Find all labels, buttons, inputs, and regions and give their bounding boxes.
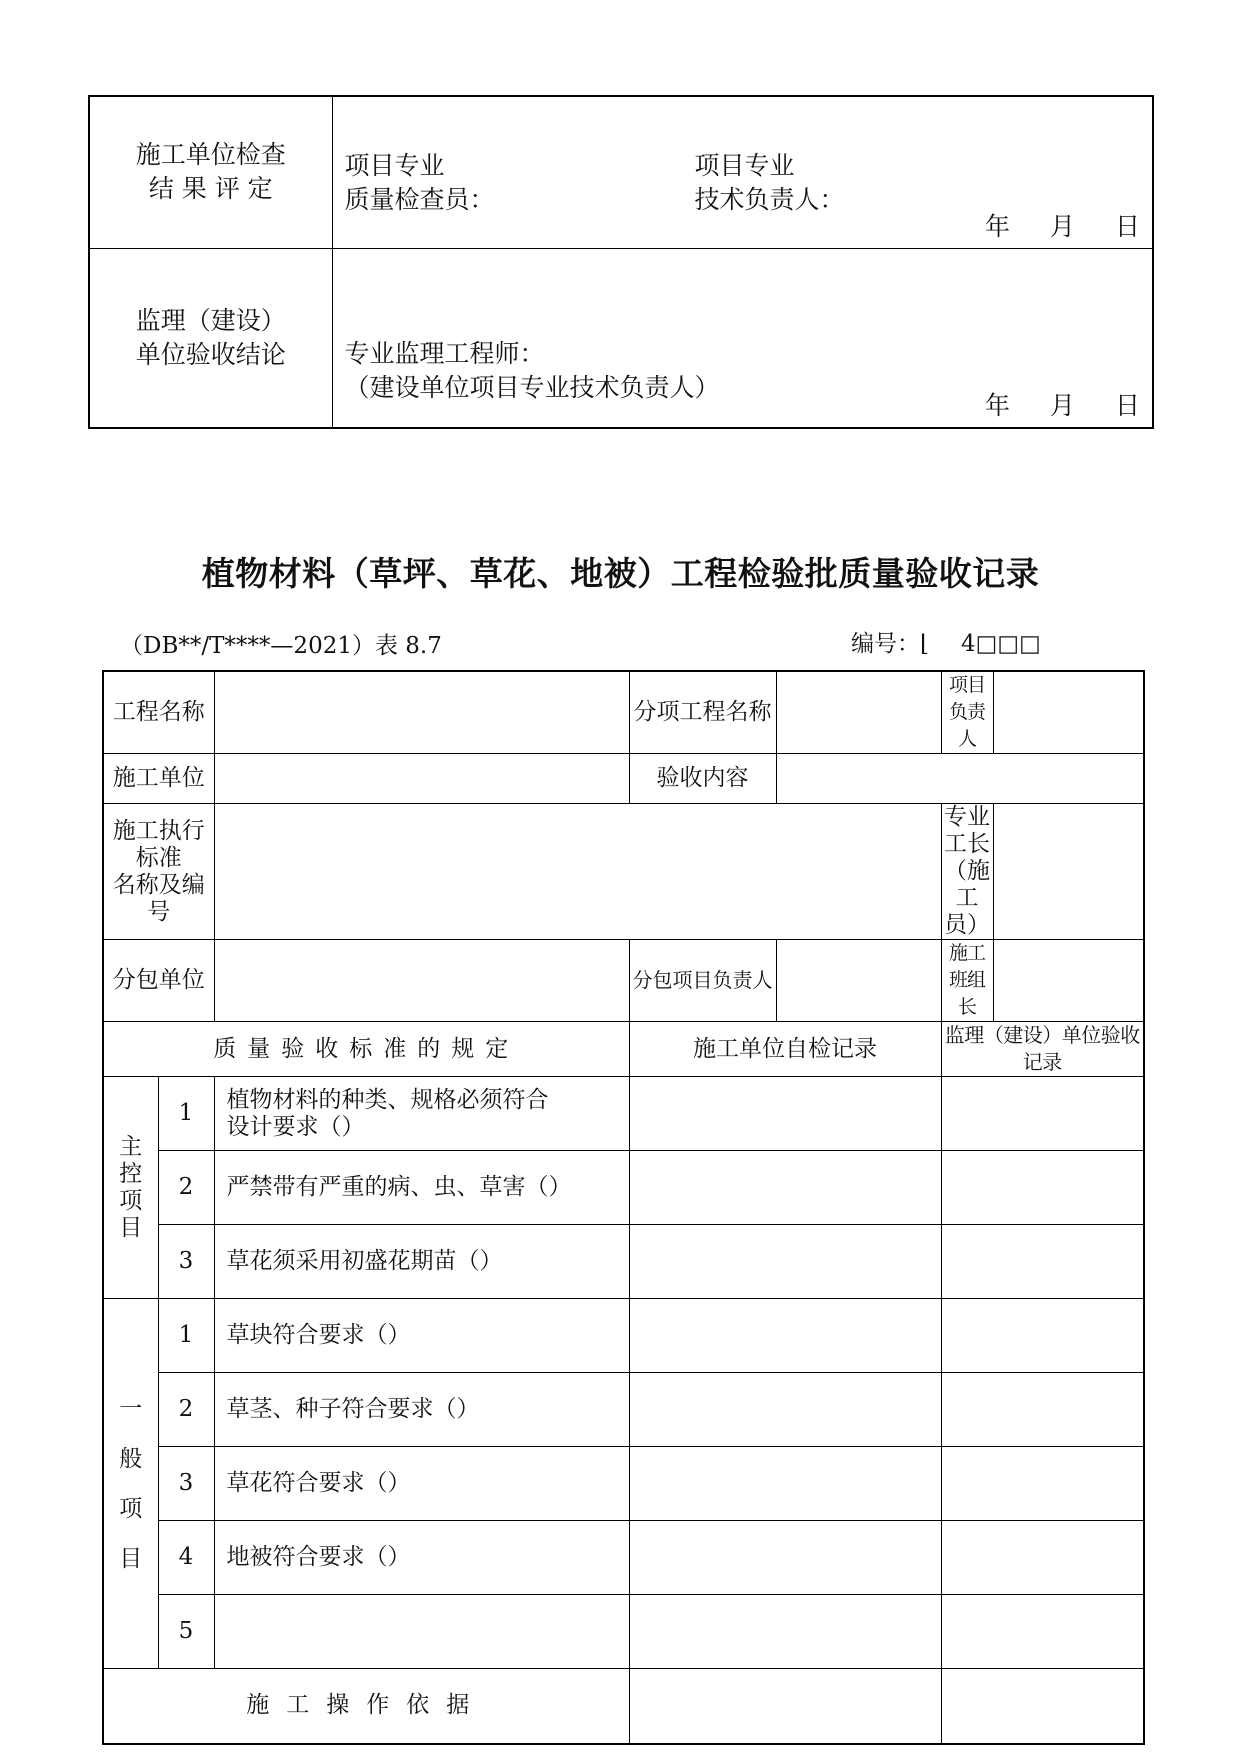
item-text: 草花符合要求（） xyxy=(214,1447,629,1521)
supervision-record-cell[interactable] xyxy=(941,1077,1144,1151)
main-control-label xyxy=(103,1077,158,1299)
item-number: 2 xyxy=(158,1151,214,1225)
supervision-engineer-signature xyxy=(345,337,720,405)
project-name-label: 工程名称 xyxy=(103,671,214,754)
supervision-label xyxy=(89,248,332,428)
standard-label-line: 名称及编号 xyxy=(112,871,205,925)
acceptance-content-value[interactable] xyxy=(776,754,1144,804)
foreman-label xyxy=(941,804,993,940)
column-header-row xyxy=(103,1022,1144,1077)
item-number: 1 xyxy=(158,1299,214,1373)
main-control-char: 主 xyxy=(119,1133,143,1160)
project-manager-value[interactable] xyxy=(993,671,1144,754)
header-row-1 xyxy=(103,671,1144,754)
item-text: 草茎、种子符合要求（） xyxy=(214,1373,629,1447)
self-check-cell[interactable] xyxy=(629,1595,941,1669)
general-label xyxy=(103,1299,158,1669)
item-text xyxy=(214,1077,629,1151)
date-month: 月 xyxy=(1049,211,1075,241)
self-check-cell[interactable] xyxy=(629,1521,941,1595)
item-text: 草块符合要求（） xyxy=(214,1299,629,1373)
self-check-cell[interactable] xyxy=(629,1225,941,1299)
standard-label-line: 施工执行标准 xyxy=(112,817,205,871)
supervision-record-cell[interactable] xyxy=(941,1151,1144,1225)
quality-inspector-signature xyxy=(345,149,495,217)
main-control-row xyxy=(103,1151,1144,1225)
standard-label xyxy=(103,804,214,940)
sub-project-manager-value[interactable] xyxy=(776,940,941,1022)
general-char: 一 xyxy=(119,1395,143,1422)
item-text xyxy=(214,1595,629,1669)
item-number: 3 xyxy=(158,1225,214,1299)
subcontractor-label: 分包单位 xyxy=(103,940,214,1022)
main-control-row xyxy=(103,1225,1144,1299)
main-control-row xyxy=(103,1077,1144,1151)
main-control-char: 项 xyxy=(119,1187,143,1214)
self-check-cell[interactable] xyxy=(629,1447,941,1521)
number-value: 4□□□ xyxy=(960,631,1041,657)
header-row-4 xyxy=(103,940,1144,1022)
signoff-table xyxy=(88,95,1154,429)
supervision-record-cell[interactable] xyxy=(941,1595,1144,1669)
general-char: 般 xyxy=(119,1445,143,1472)
foreman-label-line: （施工员） xyxy=(944,858,991,938)
item-number: 3 xyxy=(158,1447,214,1521)
general-row xyxy=(103,1521,1144,1595)
construction-check-signatures xyxy=(332,96,1153,248)
general-row xyxy=(103,1373,1144,1447)
team-leader-value[interactable] xyxy=(993,940,1144,1022)
supervision-record-cell[interactable] xyxy=(941,1521,1144,1595)
item-text: 草花须采用初盛花期苗（） xyxy=(214,1225,629,1299)
item-number: 5 xyxy=(158,1595,214,1669)
item-text: 严禁带有严重的病、虫、草害（） xyxy=(214,1151,629,1225)
supervision-row xyxy=(89,248,1153,428)
supervision-record-cell[interactable] xyxy=(941,1447,1144,1521)
label-line: 监理（建设） xyxy=(135,305,286,335)
foreman-label-line: 专业工长 xyxy=(944,804,991,857)
team-leader-label: 施工班组长 xyxy=(941,940,993,1022)
label-line: 结 果 评 定 xyxy=(148,174,273,204)
supervision-record-cell[interactable] xyxy=(941,1225,1144,1299)
main-control-char: 目 xyxy=(119,1214,143,1241)
self-check-cell[interactable] xyxy=(629,1299,941,1373)
general-row xyxy=(103,1447,1144,1521)
basis-supervision-cell[interactable] xyxy=(941,1669,1144,1744)
supervision-date xyxy=(985,389,1140,423)
label-line: 单位验收结论 xyxy=(135,339,286,369)
self-check-cell[interactable] xyxy=(629,1373,941,1447)
item-text: 地被符合要求（） xyxy=(214,1521,629,1595)
standard-value[interactable] xyxy=(214,804,941,940)
quality-inspector-line: 质量检查员： xyxy=(344,185,495,214)
sub-project-name-value[interactable] xyxy=(776,671,941,754)
date-day: 日 xyxy=(1114,211,1140,241)
subcontractor-value[interactable] xyxy=(214,940,629,1022)
basis-self-check-cell[interactable] xyxy=(629,1669,941,1744)
form-title: 植物材料（草坪、草花、地被）工程检验批质量验收记录 xyxy=(201,554,1040,593)
item-number: 2 xyxy=(158,1373,214,1447)
supervision-column-header: 监理（建设）单位验收记录 xyxy=(941,1022,1144,1077)
date-month: 月 xyxy=(1049,391,1075,420)
construction-check-date xyxy=(985,210,1140,244)
tech-lead-signature xyxy=(695,149,845,217)
sub-project-name-label: 分项工程名称 xyxy=(629,671,776,754)
supervision-record-cell[interactable] xyxy=(941,1373,1144,1447)
general-row xyxy=(103,1299,1144,1373)
sub-project-manager-label: 分包项目负责人 xyxy=(629,940,776,1022)
date-year: 年 xyxy=(984,391,1010,420)
engineer-line: （建设单位项目专业技术负责人） xyxy=(344,372,720,402)
form-number xyxy=(851,629,1041,659)
inspection-table xyxy=(102,670,1145,1745)
project-manager-label: 项目负责人 xyxy=(941,671,993,754)
quality-inspector-line: 项目专业 xyxy=(344,151,445,180)
item-text-line: 设计要求（） xyxy=(226,1113,365,1140)
standard-column-header: 质量验收标准的规定 xyxy=(103,1022,629,1077)
item-text-line: 植物材料的种类、规格必须符合 xyxy=(226,1086,549,1113)
general-char: 目 xyxy=(119,1545,143,1572)
tech-lead-line: 技术负责人： xyxy=(694,185,845,214)
self-check-cell[interactable] xyxy=(629,1151,941,1225)
item-number: 4 xyxy=(158,1521,214,1595)
general-row xyxy=(103,1595,1144,1669)
label-line: 施工单位检查 xyxy=(135,140,286,170)
basis-label: 施工操作依据 xyxy=(103,1669,629,1744)
date-day: 日 xyxy=(1114,391,1140,420)
item-number: 1 xyxy=(158,1077,214,1151)
self-check-cell[interactable] xyxy=(629,1077,941,1151)
tech-lead-line: 项目专业 xyxy=(694,151,795,180)
construction-check-label xyxy=(89,96,332,248)
general-char: 项 xyxy=(119,1495,143,1522)
construction-unit-label: 施工单位 xyxy=(103,754,214,804)
engineer-line: 专业监理工程师： xyxy=(344,338,545,368)
date-year: 年 xyxy=(984,211,1010,241)
basis-row xyxy=(103,1669,1144,1744)
self-check-column-header: 施工单位自检记录 xyxy=(629,1022,941,1077)
construction-unit-value[interactable] xyxy=(214,754,629,804)
standard-code: （DB**/T****—2021）表 8.7 xyxy=(120,633,442,659)
foreman-value[interactable] xyxy=(993,804,1144,940)
construction-check-row xyxy=(89,96,1153,248)
supervision-signatures xyxy=(332,248,1153,428)
supervision-record-cell[interactable] xyxy=(941,1299,1144,1373)
project-name-value[interactable] xyxy=(214,671,629,754)
number-label: 编号：⌊ xyxy=(851,631,929,657)
header-row-3 xyxy=(103,804,1144,940)
header-row-2 xyxy=(103,754,1144,804)
acceptance-content-label: 验收内容 xyxy=(629,754,776,804)
main-control-char: 控 xyxy=(119,1160,143,1187)
